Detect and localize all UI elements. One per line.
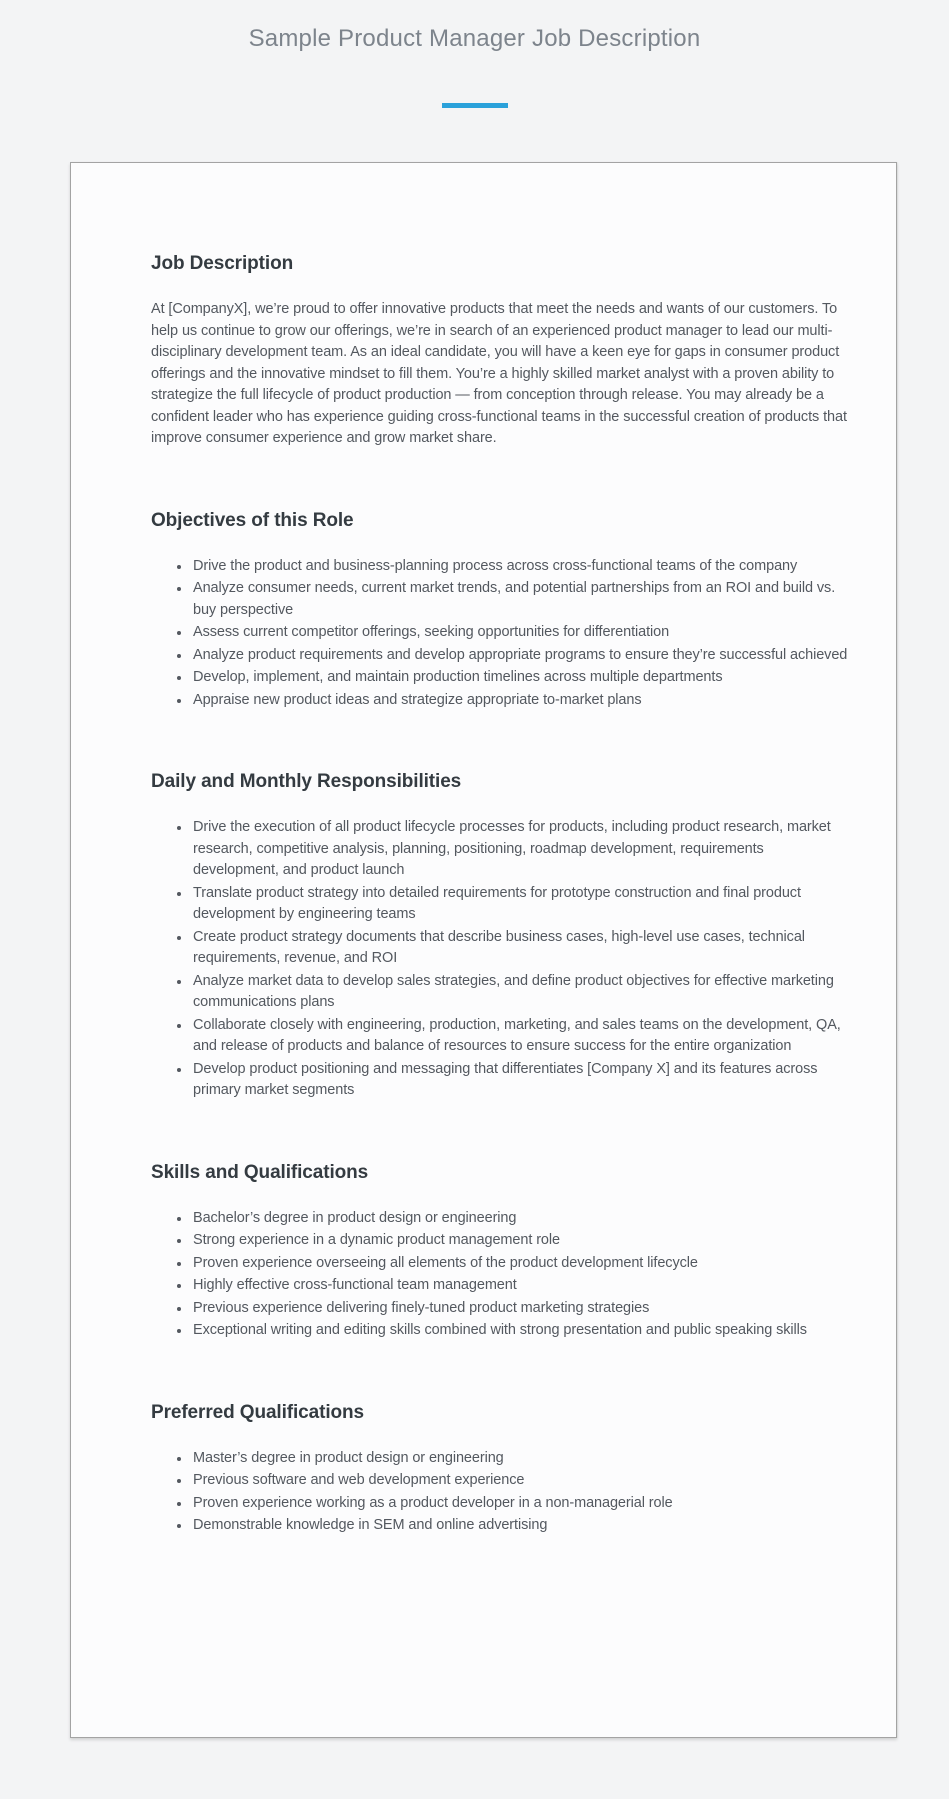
bullet-item: • Drive the execution of all product lifecycle processes for products, including product research, market research, competitive analysis, planning, positioning, roadmap development, requirements development, and product launch bbox=[191, 817, 849, 882]
section-heading: Daily and Monthly Responsibilities bbox=[151, 771, 462, 792]
bullet-item: • Exceptional writing and editing skills combined with strong presentation and public speaking skills bbox=[191, 1320, 849, 1342]
bullet-item: • Previous experience delivering finely-tuned product marketing strategies bbox=[191, 1298, 849, 1320]
bullet-item: • Bachelor’s degree in product design or engineering bbox=[191, 1208, 849, 1230]
job-description-card bbox=[70, 162, 897, 1738]
bullet-item: • Proven experience overseeing all elements of the product development lifecycle bbox=[191, 1253, 849, 1275]
bullet-item: • Assess current competitor offerings, seeking opportunities for differentiation bbox=[191, 622, 849, 644]
document-section bbox=[151, 508, 849, 712]
sections-container bbox=[151, 251, 849, 1537]
bullet-item: • Develop product positioning and messaging that differentiates [Company X] and its features across primary market segments bbox=[191, 1059, 849, 1102]
bullet-item: • Strong experience in a dynamic product management role bbox=[191, 1230, 849, 1252]
section-heading: Skills and Qualifications bbox=[151, 1161, 369, 1183]
bullet-item: • Master’s degree in product design or engineering bbox=[191, 1448, 849, 1470]
section-paragraph: At [CompanyX], we’re proud to offer innovative products that meet the needs and wants of our customers. To help us continue to grow our offerings, we’re in search of an experienced product manager to lead our multi-disciplinary development team. As an ideal candidate, you will have a keen eye for gaps in consumer product offerings and the innovative mindset to fill them. You’re a highly skilled market analyst with a proven ability to strategize the full lifecycle of product production — from conception through release. You may already be a confident leader who has experience guiding cross-functional teams in the successful creation of products that improve consumer experience and grow market share. bbox=[151, 301, 847, 446]
bullet-list bbox=[151, 1208, 849, 1342]
bullet-item: • Drive the product and business-planning process across cross-functional teams of the company bbox=[191, 556, 849, 578]
page-title: Sample Product Manager Job Description bbox=[248, 25, 701, 52]
bullet-list bbox=[151, 1448, 849, 1537]
document-section bbox=[151, 1160, 849, 1342]
bullet-item: • Appraise new product ideas and strategize appropriate to-market plans bbox=[191, 690, 849, 712]
bullet-item: • Previous software and web development experience bbox=[191, 1470, 849, 1492]
bullet-item: • Demonstrable knowledge in SEM and online advertising bbox=[191, 1515, 849, 1537]
section-heading: Preferred Qualifications bbox=[151, 1401, 365, 1423]
bullet-list bbox=[151, 556, 849, 712]
bullet-item: • Create product strategy documents that describe business cases, high-level use cases, technical requirements, revenue, and ROI bbox=[191, 927, 849, 970]
section-heading: Objectives of this Role bbox=[151, 509, 354, 531]
bullet-item: • Highly effective cross-functional team management bbox=[191, 1275, 849, 1297]
bullet-item: • Analyze product requirements and develop appropriate programs to ensure they’re successful achieved bbox=[191, 645, 849, 667]
bullet-list bbox=[151, 817, 849, 1102]
bullet-item: • Proven experience working as a product developer in a non-managerial role bbox=[191, 1493, 849, 1515]
title-divider bbox=[442, 103, 508, 108]
bullet-item: • Analyze consumer needs, current market trends, and potential partnerships from an ROI and build vs. buy perspective bbox=[191, 578, 849, 621]
document-section bbox=[151, 769, 849, 1102]
bullet-item: • Analyze market data to develop sales strategies, and define product objectives for effective marketing communications plans bbox=[191, 971, 849, 1014]
bullet-item: • Develop, implement, and maintain production timelines across multiple departments bbox=[191, 667, 849, 689]
bullet-item: • Collaborate closely with engineering, production, marketing, and sales teams on the development, QA, and release of products and balance of resources to ensure success for the entire organization bbox=[191, 1015, 849, 1058]
section-heading: Job Description bbox=[151, 253, 294, 274]
bullet-item: • Translate product strategy into detailed requirements for prototype construction and final product development by engineering teams bbox=[191, 883, 849, 926]
document-section bbox=[151, 1400, 849, 1537]
document-section bbox=[151, 251, 849, 450]
